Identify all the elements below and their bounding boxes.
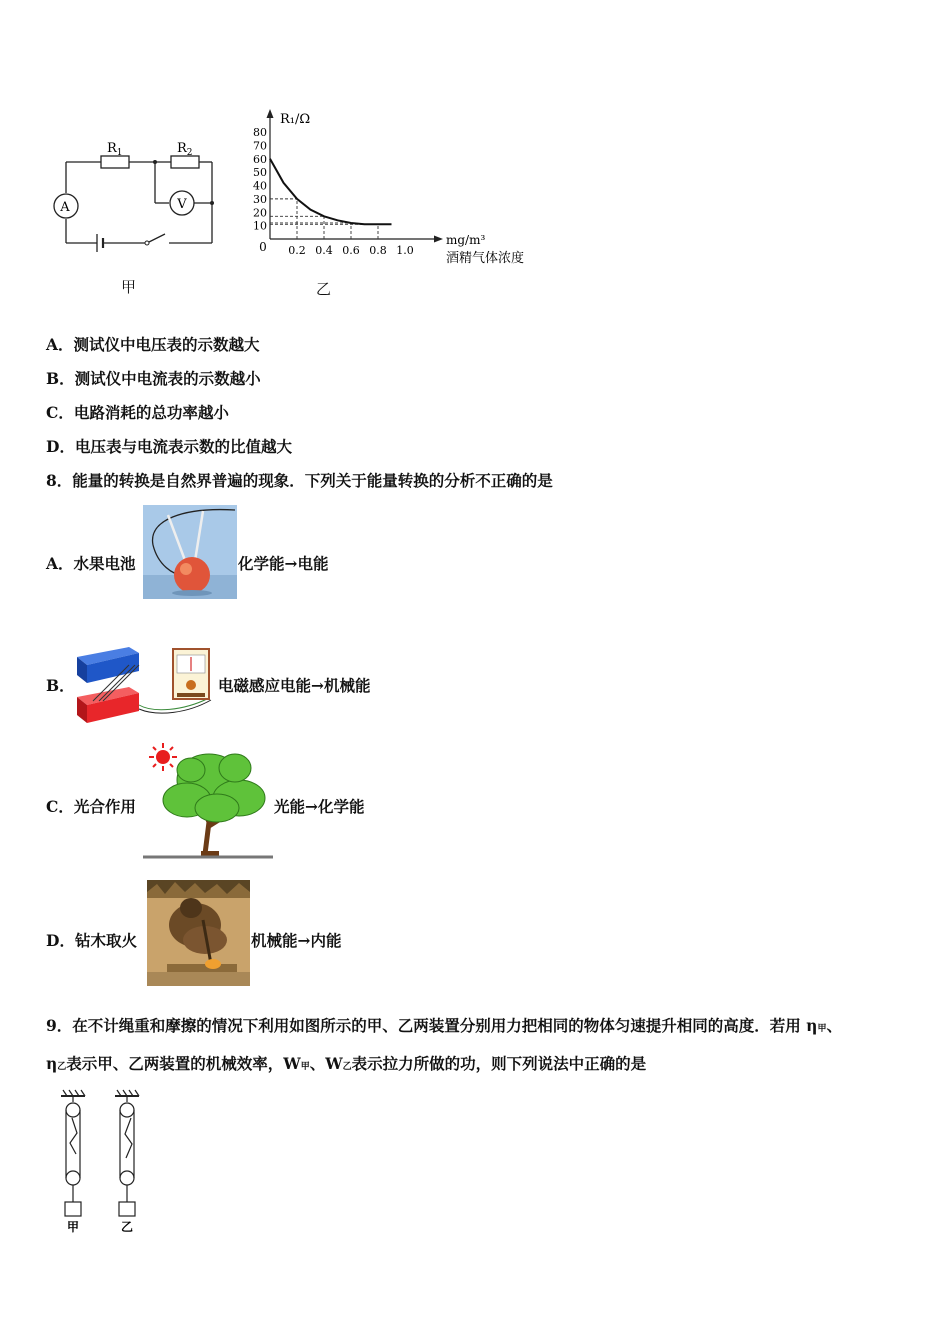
x-axis-unit: mg/m³ <box>446 233 486 247</box>
q8-option-c-suffix[interactable]: 光能→化学能 <box>274 797 365 816</box>
x-tick-label: 0.4 <box>315 244 333 257</box>
q8-option-d-prefix[interactable]: D．钻木取火 <box>46 931 137 950</box>
y-tick-label: 50 <box>253 166 267 180</box>
pulley-jia-label: 甲 <box>66 1220 80 1234</box>
r1-label: $R_1$ <box>107 141 123 158</box>
photosynthesis-image <box>143 742 275 860</box>
pulley-yi <box>115 1090 139 1216</box>
q8-stem: 8．能量的转换是自然界普遍的现象．下列关于能量转换的分析不正确的是 <box>46 471 553 490</box>
y-tick-label: 10 <box>253 219 267 233</box>
fig-jia-label: 甲 <box>121 278 137 296</box>
pulley-jia <box>61 1090 85 1216</box>
y-tick-label: 70 <box>253 139 267 153</box>
q8-option-d-suffix[interactable]: 机械能→内能 <box>251 931 342 950</box>
circuit-diagram <box>45 135 225 265</box>
y-tick-label: 30 <box>253 192 267 206</box>
voltmeter-label: V <box>177 197 187 212</box>
x-tick-label: 1.0 <box>396 244 414 257</box>
y-ticks <box>253 126 267 233</box>
electromagnetic-induction-image <box>73 643 215 731</box>
q8-option-a-suffix[interactable]: 化学能→电能 <box>238 554 329 573</box>
y-axis-title: R₁/Ω <box>280 112 311 127</box>
q8-option-b-suffix[interactable]: 电磁感应电能→机械能 <box>218 676 371 695</box>
x-tick-label: 0.2 <box>288 244 306 257</box>
q7-option-a[interactable]: A．测试仪中电压表的示数越大 <box>46 335 260 354</box>
pulley-yi-label: 乙 <box>120 1220 134 1234</box>
q7-option-b[interactable]: B．测试仪中电流表的示数越小 <box>46 369 261 388</box>
q9-stem-line1: 9．在不计绳重和摩擦的情况下利用如图所示的甲、乙两装置分别用力把相同的物体匀速提升相同的高度．若用 η甲、 <box>46 1016 842 1035</box>
x-tick-label: 0.8 <box>369 244 387 257</box>
x-tick-label: 0.6 <box>342 244 360 257</box>
resistance-curve <box>270 159 392 225</box>
y-tick-label: 60 <box>253 152 267 166</box>
q7-option-d[interactable]: D．电压表与电流表示数的比值越大 <box>46 437 292 456</box>
q7-option-c[interactable]: C．电路消耗的总功率越小 <box>46 403 229 422</box>
y-tick-label: 80 <box>253 126 267 139</box>
origin-label: 0 <box>259 240 267 254</box>
pulley-diagram <box>55 1088 160 1240</box>
ammeter-label: A <box>60 200 70 215</box>
q8-option-b-prefix[interactable]: B． <box>46 676 75 695</box>
x-ticks <box>288 244 414 257</box>
y-tick-label: 40 <box>253 179 267 193</box>
y-tick-label: 20 <box>253 206 267 220</box>
drilling-wood-fire-image <box>147 880 250 986</box>
fig-yi-label: 乙 <box>316 280 332 298</box>
r2-label: $R_2$ <box>177 141 193 158</box>
x-axis-title: 酒精气体浓度 <box>446 251 525 266</box>
q8-option-c-prefix[interactable]: C．光合作用 <box>46 797 136 816</box>
q8-option-a-prefix[interactable]: A．水果电池 <box>46 554 136 573</box>
q9-stem-line2: η乙表示甲、乙两装置的机械效率，W甲、W乙表示拉力所做的功，则下列说法中正确的是 <box>46 1054 647 1073</box>
resistance-graph <box>245 105 545 270</box>
fruit-battery-image <box>143 505 237 599</box>
